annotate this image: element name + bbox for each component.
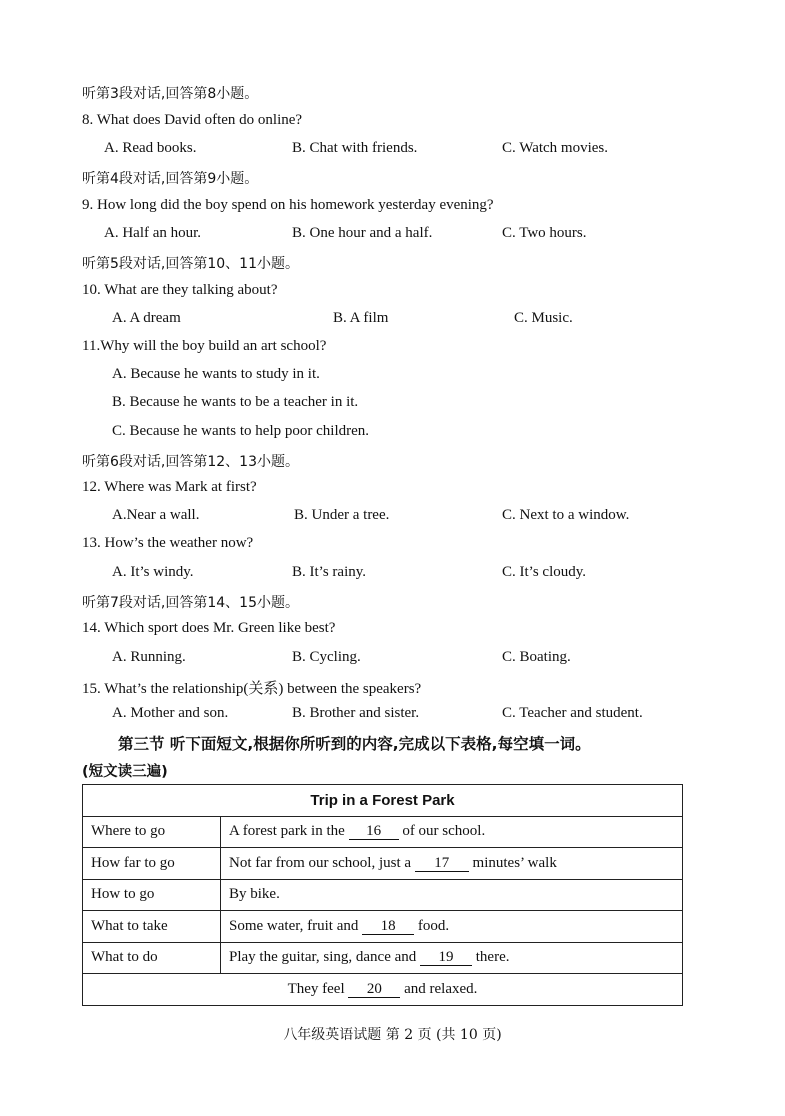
question-10-option-a: A. A dream: [112, 310, 181, 326]
blank-18: 18: [362, 919, 414, 935]
dialogue-4-instruction: 听第4段对话,回答第9小题。: [82, 171, 259, 187]
dialogue-7-instruction: 听第7段对话,回答第14、15小题。: [82, 595, 299, 611]
question-14-stem: 14. Which sport does Mr. Green like best?: [82, 620, 336, 636]
question-9-option-c: C. Two hours.: [502, 225, 587, 241]
row-label: What to take: [83, 911, 221, 943]
table-last-row: [83, 974, 683, 1006]
question-15-option-c: C. Teacher and student.: [502, 705, 643, 721]
question-15-option-b: B. Brother and sister.: [292, 705, 420, 721]
blank-19: 19: [420, 950, 472, 966]
table-title-row: [83, 785, 683, 817]
question-10-option-c: C. Music.: [514, 310, 573, 326]
question-13-option-b: B. It’s rainy.: [292, 564, 367, 580]
question-9-option-a: A. Half an hour.: [104, 225, 202, 241]
blank-17: 17: [415, 856, 469, 872]
row-text: By bike.: [229, 886, 280, 903]
table-row: [83, 942, 683, 974]
question-12-option-c: C. Next to a window.: [502, 507, 630, 523]
question-9-stem: 9. How long did the boy spend on his homework yesterday evening?: [82, 197, 494, 213]
row-content: [83, 974, 683, 1006]
dialogue-6-instruction: 听第6段对话,回答第12、13小题。: [82, 454, 299, 470]
row-text: of our school.: [398, 823, 486, 840]
trip-table: [82, 784, 683, 1006]
row-text: there.: [472, 949, 510, 966]
question-11-option-b: B. Because he wants to be a teacher in it.: [112, 394, 359, 410]
row-text: Not far from our school, just a: [229, 854, 415, 871]
question-12-option-a: A.Near a wall.: [112, 507, 200, 523]
row-text: and relaxed.: [400, 980, 478, 997]
row-text: minutes’ walk: [468, 854, 557, 871]
row-text: Some water, fruit and: [229, 917, 363, 934]
question-8-option-a: A. Read books.: [104, 140, 197, 156]
question-13-option-a: A. It’s windy.: [112, 564, 194, 580]
question-12-stem: 12. Where was Mark at first?: [82, 479, 257, 495]
question-14-option-a: A. Running.: [112, 649, 186, 665]
question-8-option-b: B. Chat with friends.: [292, 140, 418, 156]
part-3-note: (短文读三遍): [82, 764, 168, 780]
question-13-stem: 13. How’s the weather now?: [82, 535, 254, 551]
row-text: food.: [414, 917, 450, 934]
row-text: Play the guitar, sing, dance and: [229, 949, 421, 966]
question-10-option-b: B. A film: [333, 310, 389, 326]
row-label: What to do: [83, 942, 221, 974]
question-14-option-c: C. Boating.: [502, 649, 571, 665]
row-content: [221, 879, 683, 911]
question-15-option-a: A. Mother and son.: [112, 705, 229, 721]
question-9-option-b: B. One hour and a half.: [292, 225, 433, 241]
row-label: How to go: [83, 879, 221, 911]
part-3-heading: 第三节 听下面短文,根据你所听到的内容,完成以下表格,每空填一词。: [118, 735, 591, 753]
question-11-option-c: C. Because he wants to help poor children.: [112, 423, 370, 439]
blank-16: 16: [349, 824, 399, 840]
question-11-stem: 11.Why will the boy build an art school?: [82, 338, 327, 354]
row-text: A forest park in the: [229, 823, 349, 840]
row-text: They feel: [287, 980, 349, 997]
row-label: How far to go: [83, 848, 221, 880]
page-footer: 八年级英语试题 第 2 页 (共 10 页): [283, 1027, 502, 1043]
table-row: [83, 816, 683, 848]
table-row: [83, 848, 683, 880]
row-content: [221, 816, 683, 848]
question-10-stem: 10. What are they talking about?: [82, 282, 278, 298]
question-8-stem: 8. What does David often do online?: [82, 112, 303, 128]
question-15-stem: 15. What’s the relationship(关系) between the speakers?: [82, 681, 422, 697]
table-row: [83, 911, 683, 943]
dialogue-3-instruction: 听第3段对话,回答第8小题。: [82, 86, 259, 102]
row-content: [221, 848, 683, 880]
question-8-option-c: C. Watch movies.: [502, 140, 609, 156]
dialogue-5-instruction: 听第5段对话,回答第10、11小题。: [82, 256, 299, 272]
question-12-option-b: B. Under a tree.: [294, 507, 390, 523]
question-14-option-b: B. Cycling.: [292, 649, 361, 665]
question-11-option-a: A. Because he wants to study in it.: [112, 366, 320, 382]
row-label: Where to go: [83, 816, 221, 848]
row-content: [221, 942, 683, 974]
row-content: [221, 911, 683, 943]
table-row: [83, 879, 683, 911]
question-13-option-c: C. It’s cloudy.: [502, 564, 587, 580]
blank-20: 20: [348, 982, 400, 998]
table-title: Trip in a Forest Park: [83, 785, 683, 817]
